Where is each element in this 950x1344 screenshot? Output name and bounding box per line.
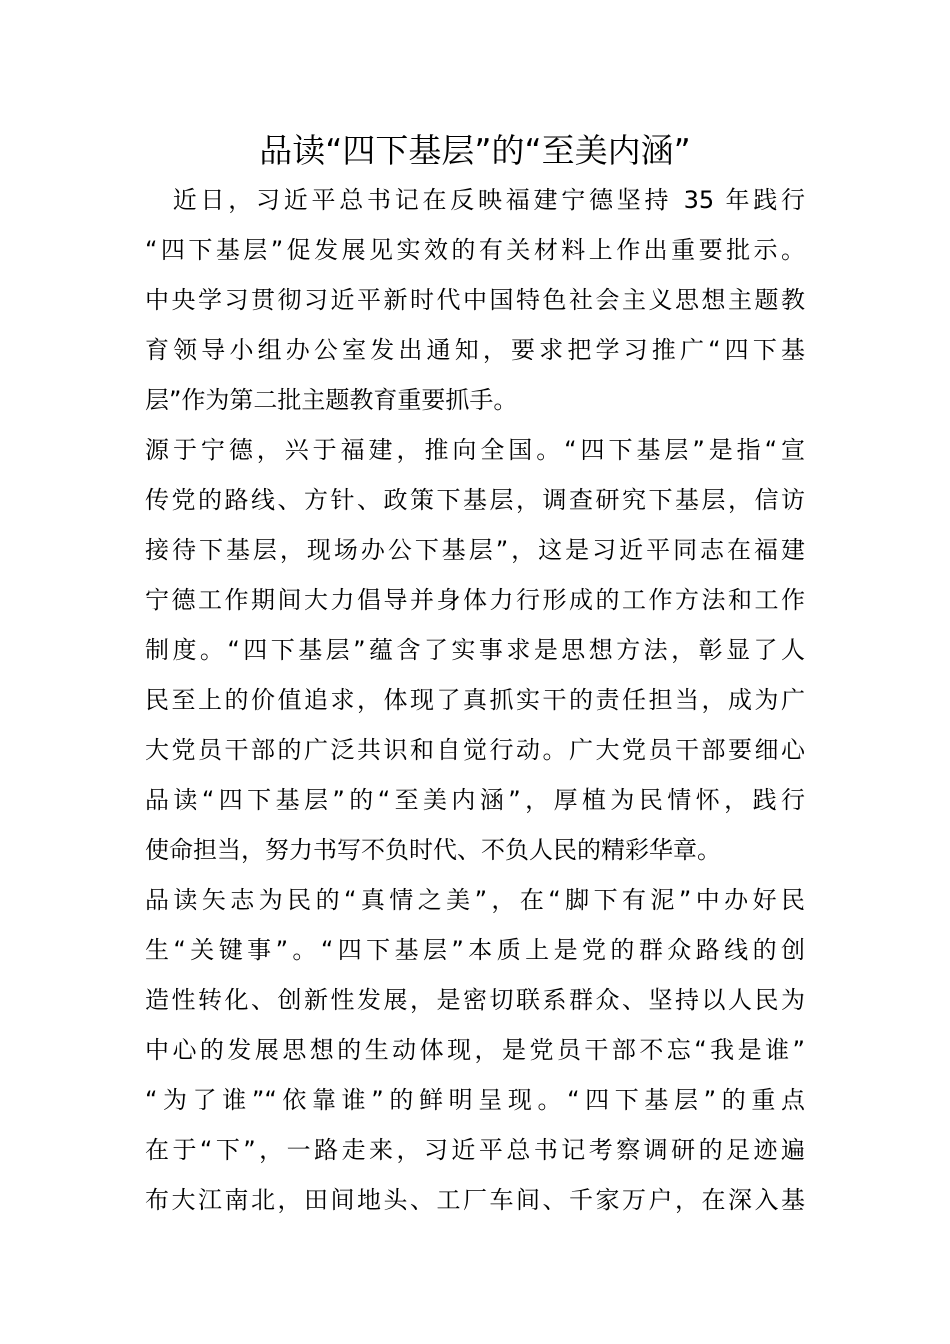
paragraph-line-16: 生“关键事”。“四下基层”本质上是党的群众路线的创 [145,936,805,964]
paragraph-line-21: 布大江南北，田间地头、工厂车间、千家万户，在深入基 [145,1186,805,1214]
paragraph-line-17: 造性转化、创新性发展，是密切联系群众、坚持以人民为 [145,986,805,1014]
paragraph-line-3: 中央学习贯彻习近平新时代中国特色社会主义思想主题教 [145,286,805,314]
paragraph-line-5: 层”作为第二批主题教育重要抓手。 [145,386,518,414]
paragraph-line-4: 育领导小组办公室发出通知，要求把学习推广“四下基 [145,336,805,364]
paragraph-line-13: 品读“四下基层”的“至美内涵”，厚植为民情怀，践行 [145,786,805,814]
paragraph-line-14: 使命担当，努力书写不负时代、不负人民的精彩华章。 [145,836,721,864]
document-title: 品读“四下基层”的“至美内涵” [259,131,691,170]
paragraph-line-6: 源于宁德，兴于福建，推向全国。“四下基层”是指“宣 [145,436,805,464]
paragraph-line-11: 民至上的价值追求，体现了真抓实干的责任担当，成为广 [145,686,805,714]
paragraph-line-7: 传党的路线、方针、政策下基层，调查研究下基层，信访 [145,486,805,514]
paragraph-line-1: 近日，习近平总书记在反映福建宁德坚持 35 年践行 [145,186,805,214]
paragraph-line-19: “为了谁”“依靠谁”的鲜明呈现。“四下基层”的重点 [145,1086,805,1114]
paragraph-line-18: 中心的发展思想的生动体现，是党员干部不忘“我是谁” [145,1036,805,1064]
paragraph-line-8: 接待下基层，现场办公下基层”，这是习近平同志在福建 [145,536,805,564]
paragraph-line-12: 大党员干部的广泛共识和自觉行动。广大党员干部要细心 [145,736,805,764]
paragraph-line-2: “四下基层”促发展见实效的有关材料上作出重要批示。 [145,236,805,264]
paragraph-line-20: 在于“下”，一路走来，习近平总书记考察调研的足迹遍 [145,1136,805,1164]
paragraph-line-9: 宁德工作期间大力倡导并身体力行形成的工作方法和工作 [145,586,805,614]
paragraph-line-15: 品读矢志为民的“真情之美”，在“脚下有泥”中办好民 [145,886,805,914]
paragraph-line-10: 制度。“四下基层”蕴含了实事求是思想方法，彰显了人 [145,636,805,664]
